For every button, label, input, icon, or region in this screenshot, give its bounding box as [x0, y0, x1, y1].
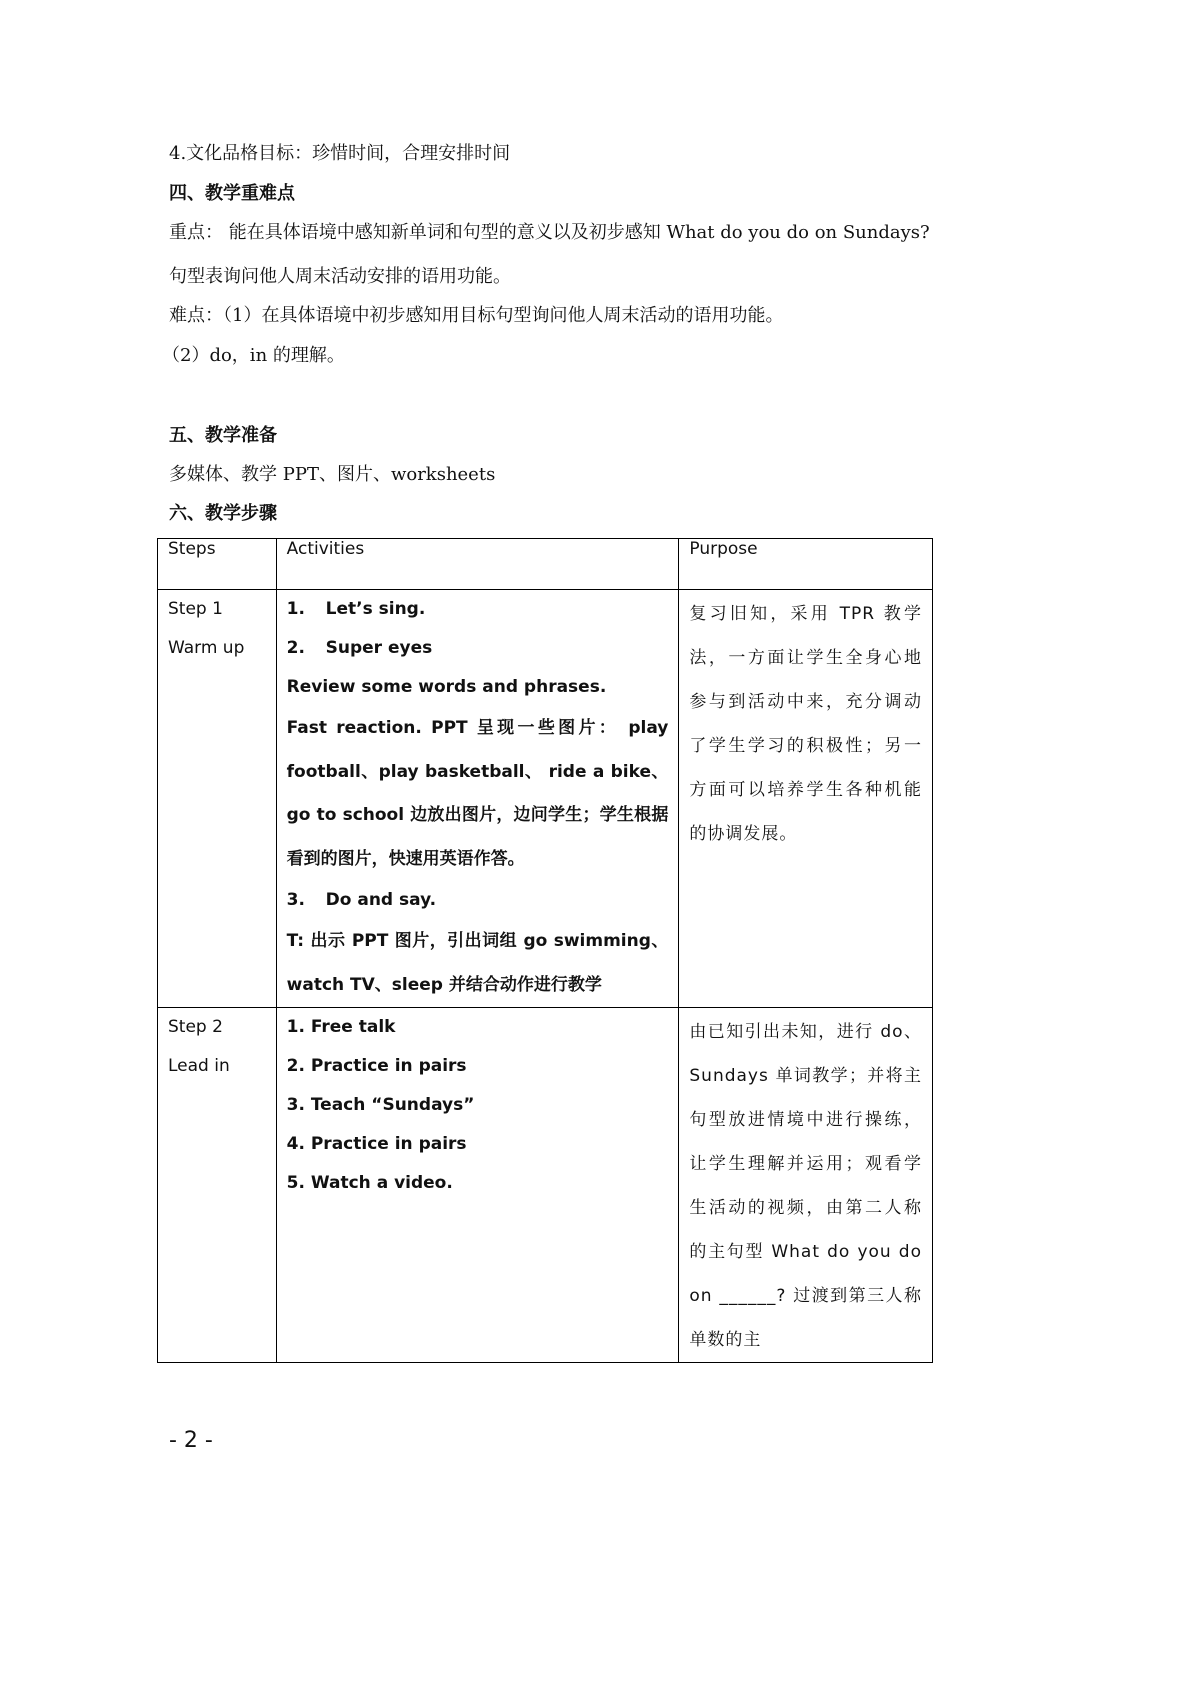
difficult-point-line-1: 难点：（1）在具体语境中初步感知用目标句型询问他人周末活动的语用功能。 [169, 305, 784, 326]
activity-number: 2. [286, 638, 305, 658]
step2-activity: 3. Teach “Sundays” [286, 1095, 475, 1115]
step2-activity: 5. Watch a video. [286, 1173, 453, 1193]
step2-activity: 1. Free talk [286, 1017, 396, 1037]
section-heading-key-points: 四、教学重难点 [169, 183, 295, 204]
key-point-continuation: 句型表询问他人周末活动安排的语用功能。 [169, 266, 511, 287]
key-point-line: 重点： 能在具体语境中感知新单词和句型的意义以及初步感知 What do you do on Sundays? [169, 222, 930, 243]
step1-activity-3 [287, 881, 669, 920]
culture-goal-line: 4.文化品格目标：珍惜时间，合理安排时间 [169, 143, 511, 164]
step2-activity: 2. Practice in pairs [286, 1056, 467, 1076]
step2-activities [276, 1008, 679, 1363]
table-row-step2 [158, 1008, 933, 1363]
table-header-row [158, 539, 933, 590]
step1-activity-2 [287, 629, 669, 668]
page-number: - 2 - [169, 1428, 213, 1453]
activity-number: 1. [286, 599, 305, 619]
step2-cell [158, 1008, 277, 1363]
step2-activity: 4. Practice in pairs [286, 1134, 467, 1154]
header-purpose: Purpose [679, 539, 933, 590]
step1-activities [276, 590, 679, 1008]
activity-text: Let’s sing. [325, 599, 426, 619]
step1-cell [158, 590, 277, 1008]
step1-teacher-action: T: 出示 PPT 图片，引出词组 go swimming、watch TV、sleep 并结合动作进行教学 [286, 931, 669, 995]
preparation-line: 多媒体、教学 PPT、图片、worksheets [169, 464, 496, 485]
step2-purpose: 由已知引出未知，进行 do、Sundays 单词教学；并将主句型放进情境中进行操练，让学生理解并运用；观看学生活动的视频，由第二人称的主句型 What do you do on ______? 过渡到第三人称单数的主 [679, 1008, 933, 1363]
step1-review: Review some words and phrases. [286, 677, 607, 697]
step1-stage: Warm up [168, 638, 245, 658]
section-heading-steps: 六、教学步骤 [169, 503, 277, 524]
difficult-point-line-2: （2）do，in 的理解。 [162, 345, 345, 366]
step2-stage: Lead in [168, 1056, 230, 1076]
header-activities: Activities [276, 539, 679, 590]
header-steps: Steps [158, 539, 277, 590]
activity-text: Super eyes [325, 638, 433, 658]
activity-text: Do and say. [325, 890, 437, 910]
step2-name: Step 2 [168, 1017, 223, 1037]
teaching-steps-table [157, 538, 933, 1363]
section-heading-preparation: 五、教学准备 [169, 425, 277, 446]
table-row-step1 [158, 590, 933, 1008]
activity-number: 3. [286, 890, 305, 910]
step1-purpose: 复习旧知，采用 TPR 教学法，一方面让学生全身心地参与到活动中来，充分调动了学生学习的积极性；另一方面可以培养学生各种机能的协调发展。 [679, 590, 933, 1008]
step1-name: Step 1 [168, 599, 223, 619]
step1-activity-1 [287, 590, 669, 629]
step1-fast-reaction: Fast reaction. PPT 呈现一些图片： play football、play basketball、 ride a bike、go to school 边放出图片，边问学生；学生根据看到的图片，快速用英语作答。 [286, 718, 669, 869]
